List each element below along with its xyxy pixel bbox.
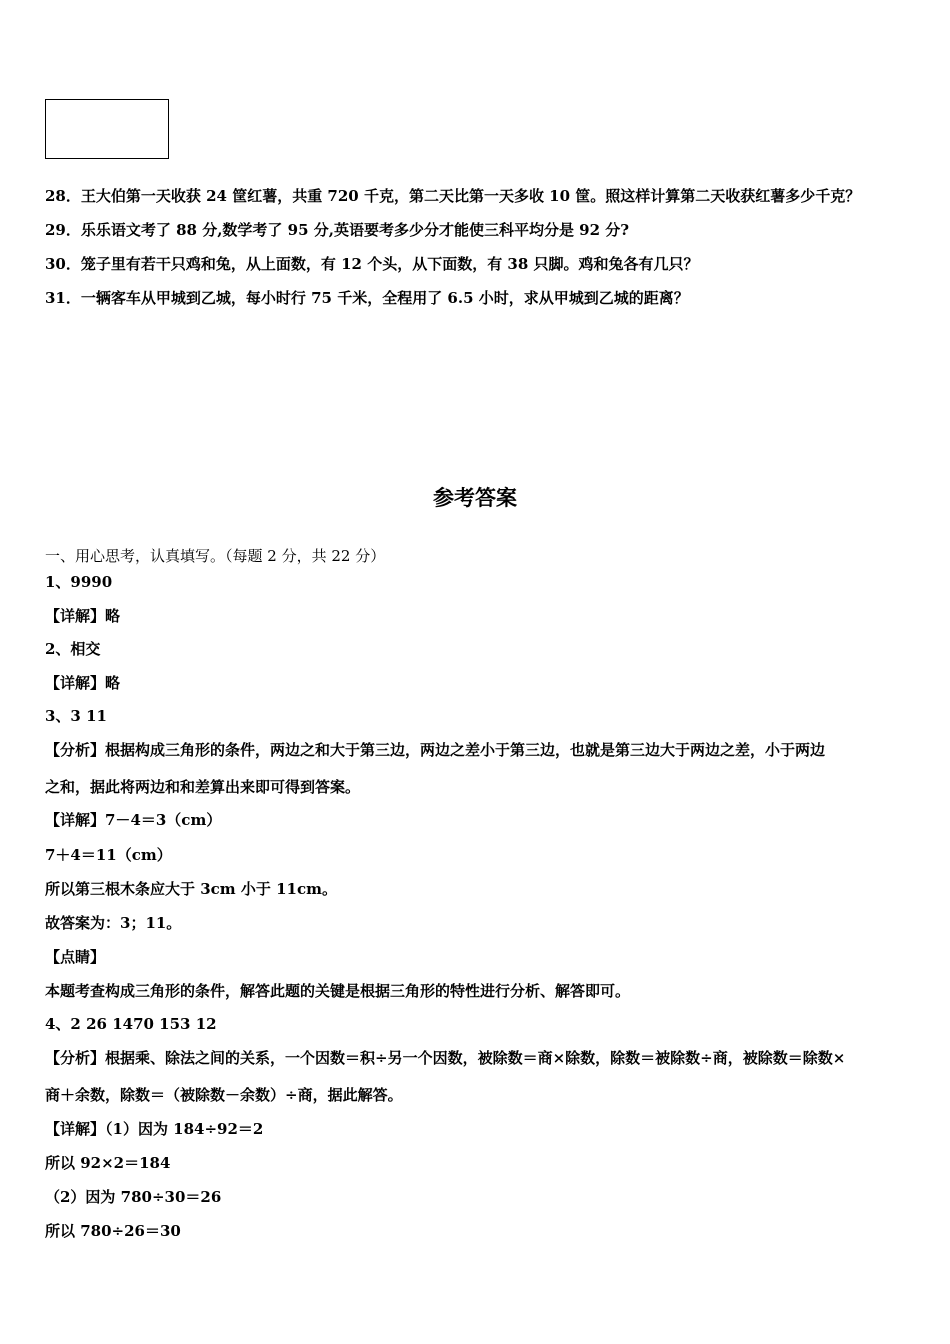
answer-title: 参考答案 bbox=[433, 486, 517, 510]
answer-line: （2）因为 780÷30＝26 bbox=[45, 1188, 222, 1206]
answer-line: 【详解】略 bbox=[45, 607, 121, 625]
answer-line: 【详解】（1）因为 184÷92＝2 bbox=[45, 1120, 264, 1138]
answer-line: 故答案为：3；11。 bbox=[45, 914, 182, 932]
question-30: 30．笼子里有若干只鸡和兔，从上面数，有 12 个头，从下面数，有 38 只脚。鸡和兔各有几只？ bbox=[45, 255, 699, 273]
answer-line: 【点睛】 bbox=[45, 948, 106, 966]
question-31: 31．一辆客车从甲城到乙城，每小时行 75 千米，全程用了 6.5 小时，求从甲城到乙城的距离？ bbox=[45, 289, 689, 307]
answer-line: 之和，据此将两边和和差算出来即可得到答案。 bbox=[45, 778, 361, 796]
question-29: 29．乐乐语文考了 88 分,数学考了 95 分,英语要考多少分才能使三科平均分是 92 分? bbox=[45, 221, 630, 239]
answer-line: 【详解】略 bbox=[45, 674, 121, 692]
answer-line: 【分析】根据乘、除法之间的关系，一个因数＝积÷另一个因数，被除数＝商×除数，除数＝被除数÷商，被除数＝除数× bbox=[45, 1049, 846, 1067]
answer-line: 【分析】根据构成三角形的条件，两边之和大于第三边，两边之差小于第三边，也就是第三边大于两边之差，小于两边 bbox=[45, 741, 826, 759]
answer-line: 3、3 11 bbox=[45, 707, 107, 725]
answer-line: 所以 780÷26＝30 bbox=[45, 1222, 181, 1240]
answer-line: 4、2 26 1470 153 12 bbox=[45, 1015, 217, 1033]
answer-line: 1、9990 bbox=[45, 573, 113, 591]
answer-line: 2、相交 bbox=[45, 640, 101, 658]
answer-line: 本题考查构成三角形的条件，解答此题的关键是根据三角形的特性进行分析、解答即可。 bbox=[45, 982, 631, 1000]
question-28: 28．王大伯第一天收获 24 筐红薯，共重 720 千克，第二天比第一天多收 10 筐。照这样计算第二天收获红薯多少千克？ bbox=[45, 187, 861, 205]
answer-line: 【详解】7－4＝3（cm） bbox=[45, 811, 222, 829]
answer-line: 所以 92×2＝184 bbox=[45, 1154, 171, 1172]
answer-line: 7＋4＝11（cm） bbox=[45, 846, 172, 864]
section-heading: 一、用心思考，认真填写。（每题 2 分，共 22 分） bbox=[45, 547, 386, 565]
answer-line: 商＋余数，除数＝（被除数－余数）÷商，据此解答。 bbox=[45, 1086, 403, 1104]
answer-box bbox=[45, 99, 169, 159]
answer-line: 所以第三根木条应大于 3cm 小于 11cm。 bbox=[45, 880, 337, 898]
